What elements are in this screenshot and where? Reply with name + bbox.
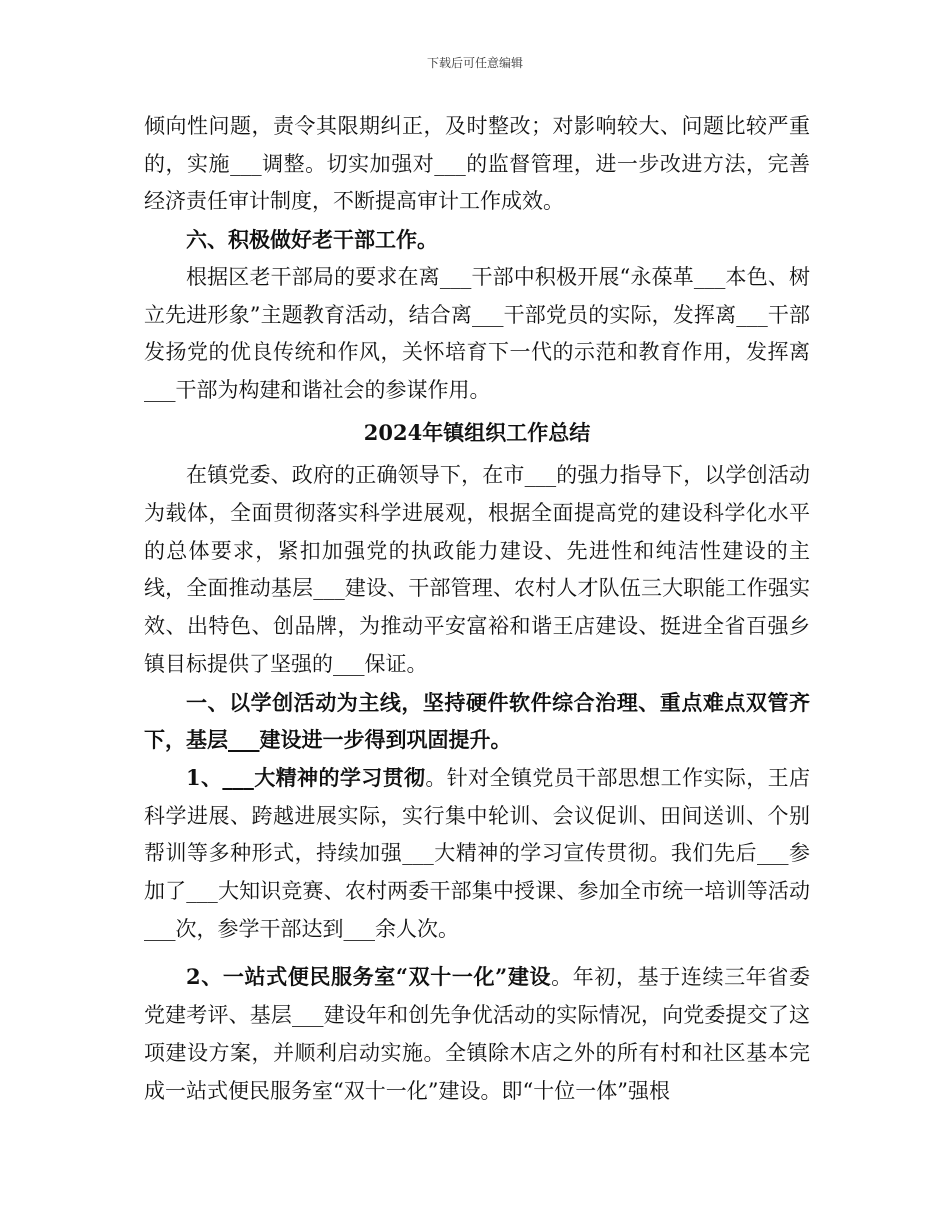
paragraph: 根据区老干部局的要求在离___干部中积极开展“永葆革___本色、树立先进形象”主题教育活动，结合离___干部党员的实际，发挥离___干部发扬党的优良传统和作风，关怀培育下一代的示范和教育作用，发挥离___干部为构建和谐社会的参谋作用。 <box>144 264 810 402</box>
document-body <box>144 108 810 1110</box>
paragraph <box>144 958 810 1110</box>
subsection-text: 。年初，基于连续三年省委党建考评、基层___建设年和创先争优活动的实际情况，向党委提交了这项建设方案，并顺利启动实施。全镇除木店之外的所有村和社区基本完成一站式便民服务室“双十一化”建设。即“十位一体”强根 <box>144 965 810 1103</box>
document-title: 2024年镇组织工作总结 <box>363 419 591 445</box>
paragraph <box>144 759 810 949</box>
subsection-heading: 1、___大精神的学习贯彻 <box>186 764 426 790</box>
paragraph: 倾向性问题，责令其限期纠正，及时整改；对影响较大、问题比较严重的，实施___调整。切实加强对___的监督管理，进一步改进方法，完善经济责任审计制度，不断提高审计工作成效。 <box>144 114 810 214</box>
section-heading: 一、以学创活动为主线，坚持硬件软件综合治理、重点难点双管齐下，基层___建设进一步得到巩固提升。 <box>144 689 810 753</box>
page-header: 下载后可任意编辑 <box>426 56 523 70</box>
subsection-text: 。针对全镇党员干部思想工作实际，王店科学进展、跨越进展实际，实行集中轮训、会议促训、田间送训、个别帮训等多种形式，持续加强___大精神的学习宣传贯彻。我们先后___参加了___大知识竞赛、农村两委干部集中授课、参加全市统一培训等活动___次，参学干部达到___余人次。 <box>144 765 810 941</box>
paragraph: 在镇党委、政府的正确领导下，在市___的强力指导下，以学创活动为载体，全面贯彻落实科学进展观，根据全面提高党的建设科学化水平的总体要求，紧扣加强党的执政能力建设、先进性和纯洁性建设的主线，全面推动基层___建设、干部管理、农村人才队伍三大职能工作强实效、出特色、创品牌，为推动平安富裕和谐王店建设、挺进全省百强乡镇目标提供了坚强的___保证。 <box>144 463 810 676</box>
section-heading: 六、积极做好老干部工作。 <box>186 227 438 253</box>
subsection-heading: 2、一站式便民服务室“双十一化”建设 <box>186 964 552 990</box>
